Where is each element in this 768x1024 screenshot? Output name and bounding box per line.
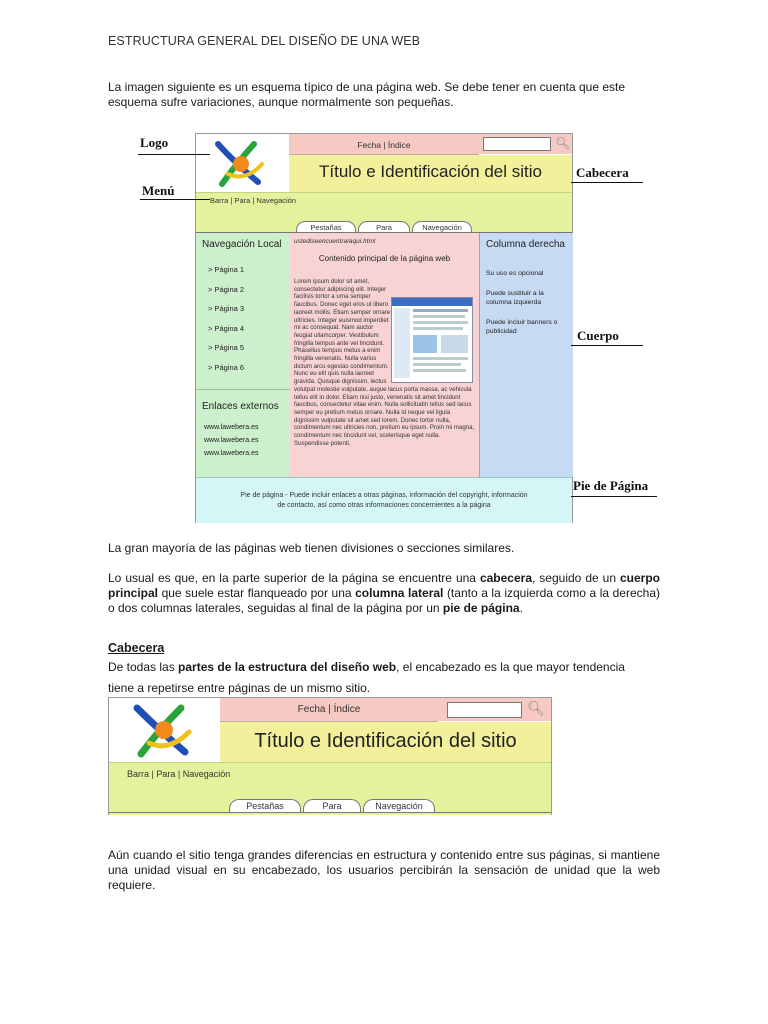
tab-navegacion[interactable]: Navegación (363, 799, 435, 813)
label-body: Cuerpo (577, 328, 619, 343)
right-column (479, 233, 573, 477)
footer-line-1: Pie de página - Puede incluir enlaces a otras páginas, información del copyright, información (240, 492, 528, 499)
local-nav-title: Navegación Local (202, 239, 282, 250)
lorem-body: Lorem ipsum dolor sit amet, consectetur adipiscing elit. Integer facilisis tortor a urna semper faucibus. Donec eget eros ut libero laoreet mollis. Etiam semper ornare ultricies. Integer euismod imperdiet mi ac consequat. Nam auctor feugiat ullamcorper. Vestibulum fringilla tempus ante vel tincidunt. Phasellus tempus metus a enim fringilla venenatis. Nulla varius dictum arcu egestas condimentum. Nunc eu elit quis nulla laoreet gravida. Quisque dignissim, lectus volutpat molestie vulputate, augue lacus porta massa, ac vehicula tellus elit in dolor. Etiam nisi justo, venenatis sit amet tincidunt faucibus, consectetur vitae enim. Nulla sollicitudin tellus sed lacus semper eu pretium metus ornare. Nulla id neque vel ligula dignissim vulputate sit amet sed lorem. Donec tortor nulla, condimentum nec ultricies non, pretium eu ipsum. Proin mi magna, condimentum nec tincidunt vel, scelerisque eget nulla. Suspendisse potenti. (294, 278, 475, 447)
cabecera-line-2: tiene a repetirse entre páginas de un mismo sitio. (108, 681, 371, 695)
local-nav-item[interactable]: > Página 1 (208, 265, 245, 274)
logo-area (109, 698, 220, 762)
site-logo-icon (109, 698, 220, 762)
document-title: ESTRUCTURA GENERAL DEL DISEÑO DE UNA WEB (108, 34, 421, 48)
site-logo-icon (196, 134, 289, 192)
local-nav-item[interactable]: > Página 3 (208, 304, 245, 313)
local-nav-list (208, 265, 244, 382)
label-header: Cabecera (576, 165, 629, 180)
term-columna-lateral: columna lateral (355, 586, 444, 600)
right-column-note: Puede incluir banners o publicidad (486, 319, 558, 335)
intro-paragraph (108, 80, 660, 110)
right-column-note: Su uso es opcional (486, 270, 544, 277)
local-nav-item[interactable]: > Página 4 (208, 323, 245, 333)
local-nav-item[interactable]: > Página 6 (208, 362, 245, 372)
right-column-title: Columna derecha (486, 239, 565, 250)
tab-navegacion[interactable]: Navegación (412, 221, 472, 233)
header-search-area (438, 698, 551, 721)
site-title: Título e Identificación del sitio (254, 730, 517, 752)
tab-pestanas[interactable]: Pestañas (229, 799, 301, 813)
site-title: Título e Identificación del sitio (318, 162, 542, 181)
footer-line-2: de contacto, así como otras informaciones concernientes a la página (277, 502, 491, 509)
right-column-note: Puede sustituir a la columna izquierda (486, 290, 544, 306)
date-index-text: Fecha | Índice (297, 704, 361, 715)
local-nav-item[interactable]: > Página 2 (208, 284, 245, 294)
external-links-title: Enlaces externos (202, 401, 279, 412)
cabecera-paragraph: De todas las partes de la estructura del diseño web, el encabezado es la que mayor tendencia tiene a repetirse entre páginas de un mismo sitio. (108, 660, 660, 696)
magnifier-icon[interactable]: 🔍︎ (555, 136, 571, 150)
menu-links[interactable]: Barra | Para | Navegación (210, 196, 297, 205)
breadcrumb-url: ustedlseencuentra/aqui.html (294, 238, 376, 245)
external-link[interactable]: www.lawebera.es (204, 450, 259, 457)
logo-area (196, 134, 289, 192)
header-date-bar (220, 698, 438, 722)
local-nav-item[interactable]: > Página 5 (208, 343, 245, 352)
menu-links[interactable]: Barra | Para | Navegación (127, 769, 231, 779)
term-partes-estructura: partes de la estructura del diseño web (178, 660, 397, 674)
lorem-ipsum-text (294, 278, 476, 447)
term-cuerpo-principal: cuerpo principal (108, 571, 660, 600)
header-diagram (108, 697, 552, 815)
page-footer (196, 477, 572, 523)
similar-sections-paragraph: La gran mayoría de las páginas web tienen divisiones o secciones similares. (108, 541, 515, 555)
web-structure-diagram (195, 133, 573, 523)
search-input[interactable] (483, 137, 551, 151)
external-links-list (204, 424, 258, 463)
closing-paragraph: Aún cuando el sitio tenga grandes diferencias en estructura y contenido entre sus páginas, si mantiene una unidad visual en su encabezado, los usuarios percibirán la sensación de unidad que la web requiere. (108, 848, 660, 892)
main-content-title: Contenido principal de la página web (318, 254, 451, 263)
search-input[interactable] (447, 702, 522, 718)
label-body-line (571, 345, 643, 346)
date-index-text: Fecha | Índice (357, 140, 411, 150)
header-title-bar (220, 722, 551, 762)
external-link[interactable]: www.lawebera.es (204, 424, 259, 431)
label-menu-line (140, 199, 210, 200)
label-footer: Pie de Página (573, 478, 649, 493)
left-column (196, 233, 291, 477)
header-date-bar (289, 134, 479, 155)
label-footer-line (571, 496, 657, 497)
magnifier-icon[interactable]: 🔍︎ (527, 700, 545, 716)
section-heading-cabecera: Cabecera (108, 641, 165, 655)
external-link[interactable]: www.lawebera.es (204, 437, 259, 444)
footer-text (196, 491, 572, 511)
intro-line-1: La imagen siguiente es un esquema típico de una página web. Se debe tener en cuenta que este (108, 80, 626, 94)
label-logo: Logo (140, 135, 169, 150)
header-title-bar (289, 155, 572, 192)
tabs-baseline (109, 812, 551, 813)
label-menu: Menú (142, 183, 175, 198)
tab-para[interactable]: Para (303, 799, 361, 813)
tab-pestanas[interactable]: Pestañas (296, 221, 356, 233)
usual-structure-paragraph: Lo usual es que, en la parte superior de la página se encuentre una cabecera, seguido de un cuerpo principal que suele estar flanqueado por una columna lateral (tanto a la izquierda como a la derecha) o dos columnas laterales, seguidas al final de la página por un pie de página. (108, 571, 660, 615)
term-pie-de-pagina: pie de página (442, 601, 520, 615)
tabs-bar (196, 218, 572, 233)
header-search-area (479, 134, 572, 154)
label-header-line (571, 182, 643, 183)
tab-para[interactable]: Para (358, 221, 410, 233)
label-logo-line (138, 154, 210, 155)
term-cabecera: cabecera (479, 571, 532, 585)
intro-line-2: esquema sufre variaciones, aunque normalmente son pequeñas. (108, 95, 454, 109)
main-content-column (290, 233, 479, 477)
